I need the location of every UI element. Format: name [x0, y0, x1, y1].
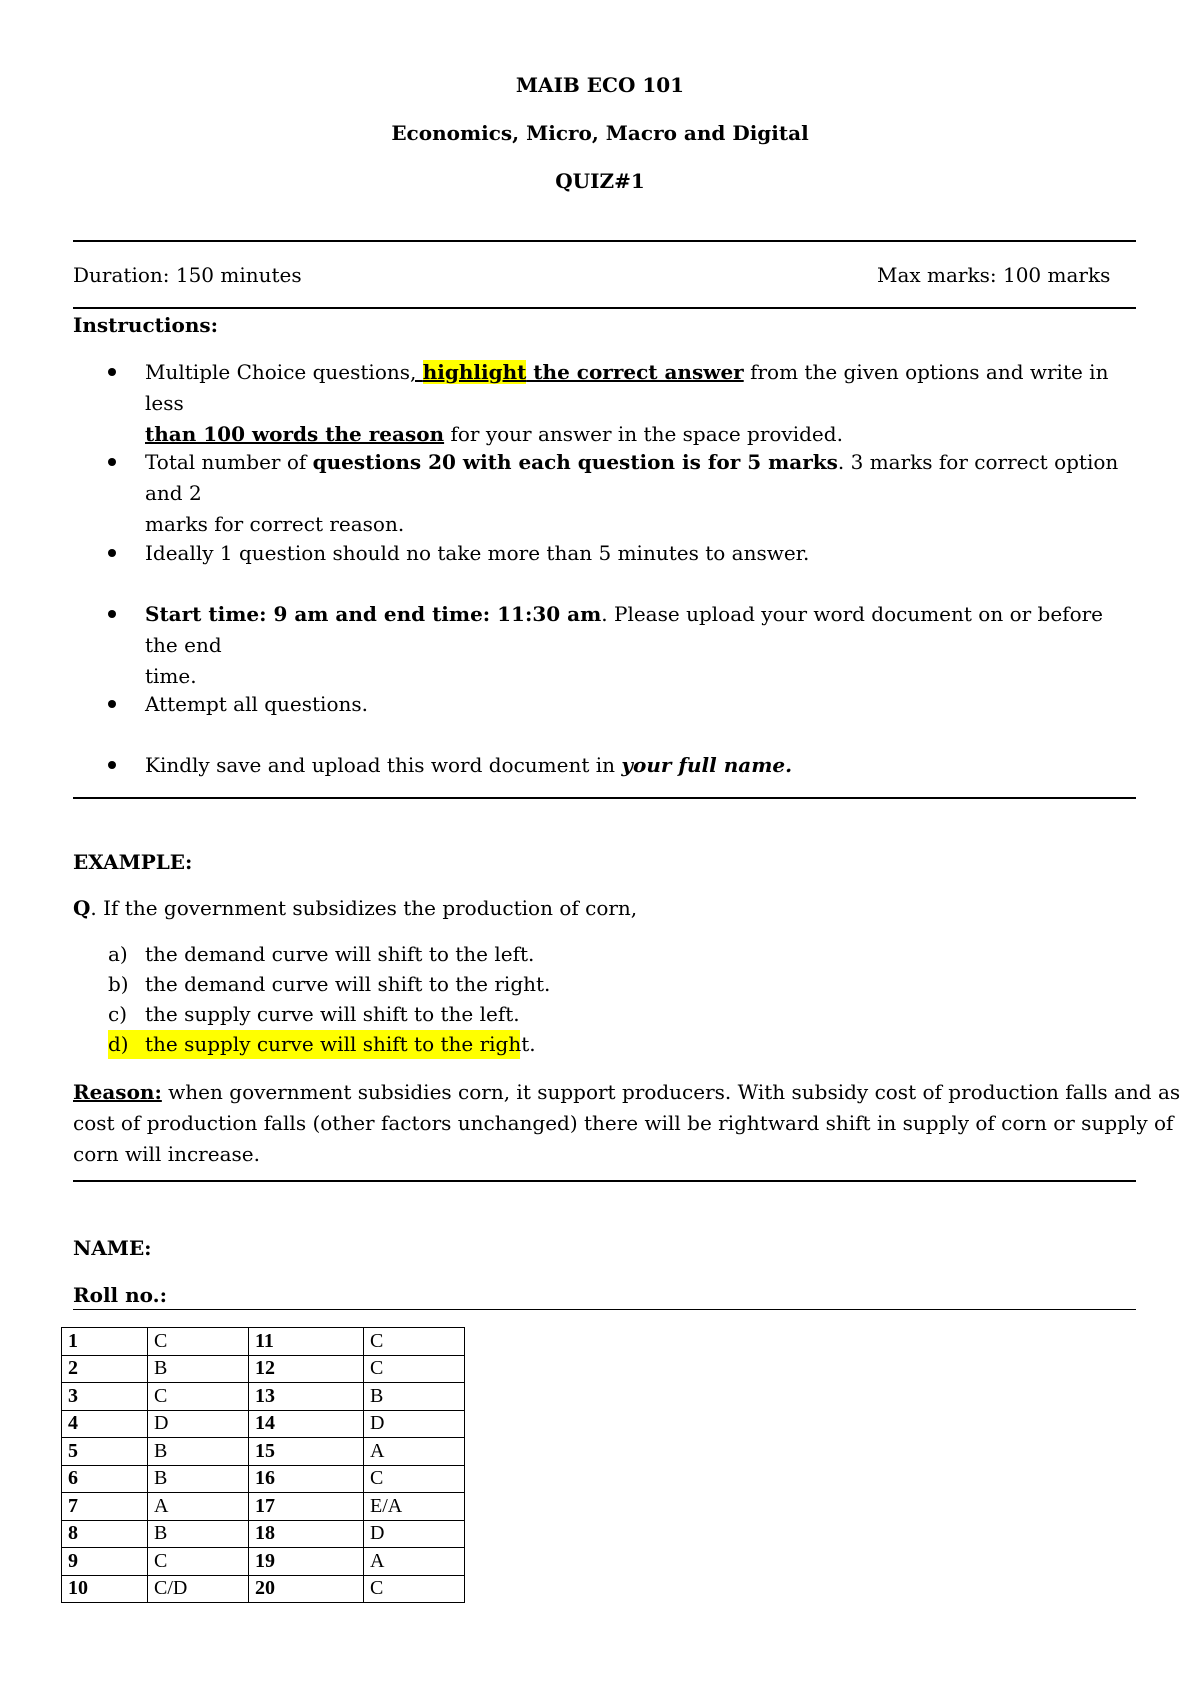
instruction-item-6: Kindly save and upload this word document in your full name.	[145, 753, 793, 777]
answer-option-cell: C	[364, 1575, 465, 1603]
question-number-cell: 4	[62, 1410, 148, 1438]
divider	[73, 240, 1136, 242]
question-number-cell: 8	[62, 1520, 148, 1548]
course-code: MAIB ECO 101	[515, 73, 685, 97]
table-row	[62, 1465, 465, 1493]
instruction-item-5: Attempt all questions.	[145, 692, 368, 716]
divider	[73, 1309, 1136, 1310]
question-number-cell: 3	[62, 1383, 148, 1411]
question-number-cell: 12	[249, 1355, 364, 1383]
question-number-cell: 1	[62, 1328, 148, 1356]
course-title: Economics, Micro, Macro and Digital	[391, 121, 809, 145]
answer-option-cell: C/D	[148, 1575, 249, 1603]
bullet-icon	[108, 549, 116, 557]
table-row	[62, 1493, 465, 1521]
option-letter: b)	[108, 972, 129, 996]
question-number-cell: 19	[249, 1548, 364, 1576]
answer-option-cell: A	[364, 1438, 465, 1466]
bullet-icon	[108, 610, 116, 618]
question-number-cell: 6	[62, 1465, 148, 1493]
instruction-item-1: Multiple Choice questions, highlight the correct answer from the given options and write in less than 100 words the reason for your answer in the space provided.	[145, 360, 1109, 446]
question-number-cell: 16	[249, 1465, 364, 1493]
answer-option-cell: B	[148, 1520, 249, 1548]
bullet-icon	[108, 700, 116, 708]
question-number-cell: 18	[249, 1520, 364, 1548]
table-row	[62, 1328, 465, 1356]
divider	[73, 1180, 1136, 1182]
option-letter: a)	[108, 942, 128, 966]
option-text: the demand curve will shift to the left.	[145, 942, 535, 966]
bullet-icon	[108, 458, 116, 466]
answer-option-cell: A	[364, 1548, 465, 1576]
roll-no-label: Roll no.:	[73, 1283, 167, 1307]
answer-option-cell: E/A	[364, 1493, 465, 1521]
answer-option-cell: D	[364, 1410, 465, 1438]
answer-option-cell: D	[364, 1520, 465, 1548]
bullet-icon	[108, 368, 116, 376]
answer-option-cell: B	[148, 1355, 249, 1383]
table-row	[62, 1520, 465, 1548]
max-marks-text: Max marks: 100 marks	[877, 263, 1111, 287]
answer-option-cell: D	[148, 1410, 249, 1438]
answer-option-cell: C	[148, 1383, 249, 1411]
answer-option-cell: C	[148, 1328, 249, 1356]
answer-option-cell: C	[148, 1548, 249, 1576]
answer-option-cell: C	[364, 1355, 465, 1383]
instructions-heading: Instructions:	[73, 313, 219, 337]
duration-text: Duration: 150 minutes	[73, 263, 302, 287]
answer-table	[61, 1327, 465, 1603]
table-row	[62, 1438, 465, 1466]
answer-option-cell: B	[148, 1465, 249, 1493]
table-row	[62, 1410, 465, 1438]
table-row	[62, 1548, 465, 1576]
divider	[73, 307, 1136, 309]
option-letter: d)	[108, 1032, 129, 1056]
name-label: NAME:	[73, 1236, 152, 1260]
question-number-cell: 17	[249, 1493, 364, 1521]
option-text: the supply curve will shift to the left.	[145, 1002, 520, 1026]
instruction-item-3: Ideally 1 question should no take more than 5 minutes to answer.	[145, 541, 810, 565]
answer-option-cell: C	[364, 1328, 465, 1356]
question-number-cell: 11	[249, 1328, 364, 1356]
example-reason: Reason: when government subsidies corn, it support producers. With subsidy cost of production falls and as cost of production falls (other factors unchanged) there will be rightward shift in supply of corn or supply of corn will increase.	[73, 1080, 1181, 1166]
answer-option-cell: A	[148, 1493, 249, 1521]
question-number-cell: 15	[249, 1438, 364, 1466]
question-number-cell: 9	[62, 1548, 148, 1576]
option-text: the supply curve will shift to the right.	[145, 1032, 536, 1056]
question-number-cell: 14	[249, 1410, 364, 1438]
bullet-icon	[108, 761, 116, 769]
instruction-item-4: Start time: 9 am and end time: 11:30 am. Please upload your word document on or before the end time.	[145, 602, 1104, 688]
question-number-cell: 5	[62, 1438, 148, 1466]
table-row	[62, 1575, 465, 1603]
example-heading: EXAMPLE:	[73, 850, 193, 874]
instruction-item-2: Total number of questions 20 with each question is for 5 marks. 3 marks for correct option and 2 marks for correct reason.	[145, 450, 1119, 536]
question-number-cell: 10	[62, 1575, 148, 1603]
question-number-cell: 7	[62, 1493, 148, 1521]
quiz-title: QUIZ#1	[555, 169, 645, 193]
option-letter: c)	[108, 1002, 128, 1026]
question-number-cell: 13	[249, 1383, 364, 1411]
answer-option-cell: B	[364, 1383, 465, 1411]
table-row	[62, 1355, 465, 1383]
answer-option-cell: C	[364, 1465, 465, 1493]
example-question: Q. If the government subsidizes the production of corn,	[73, 896, 638, 920]
answer-option-cell: B	[148, 1438, 249, 1466]
divider	[73, 797, 1136, 799]
option-text: the demand curve will shift to the right.	[145, 972, 551, 996]
question-number-cell: 2	[62, 1355, 148, 1383]
table-row	[62, 1383, 465, 1411]
question-number-cell: 20	[249, 1575, 364, 1603]
